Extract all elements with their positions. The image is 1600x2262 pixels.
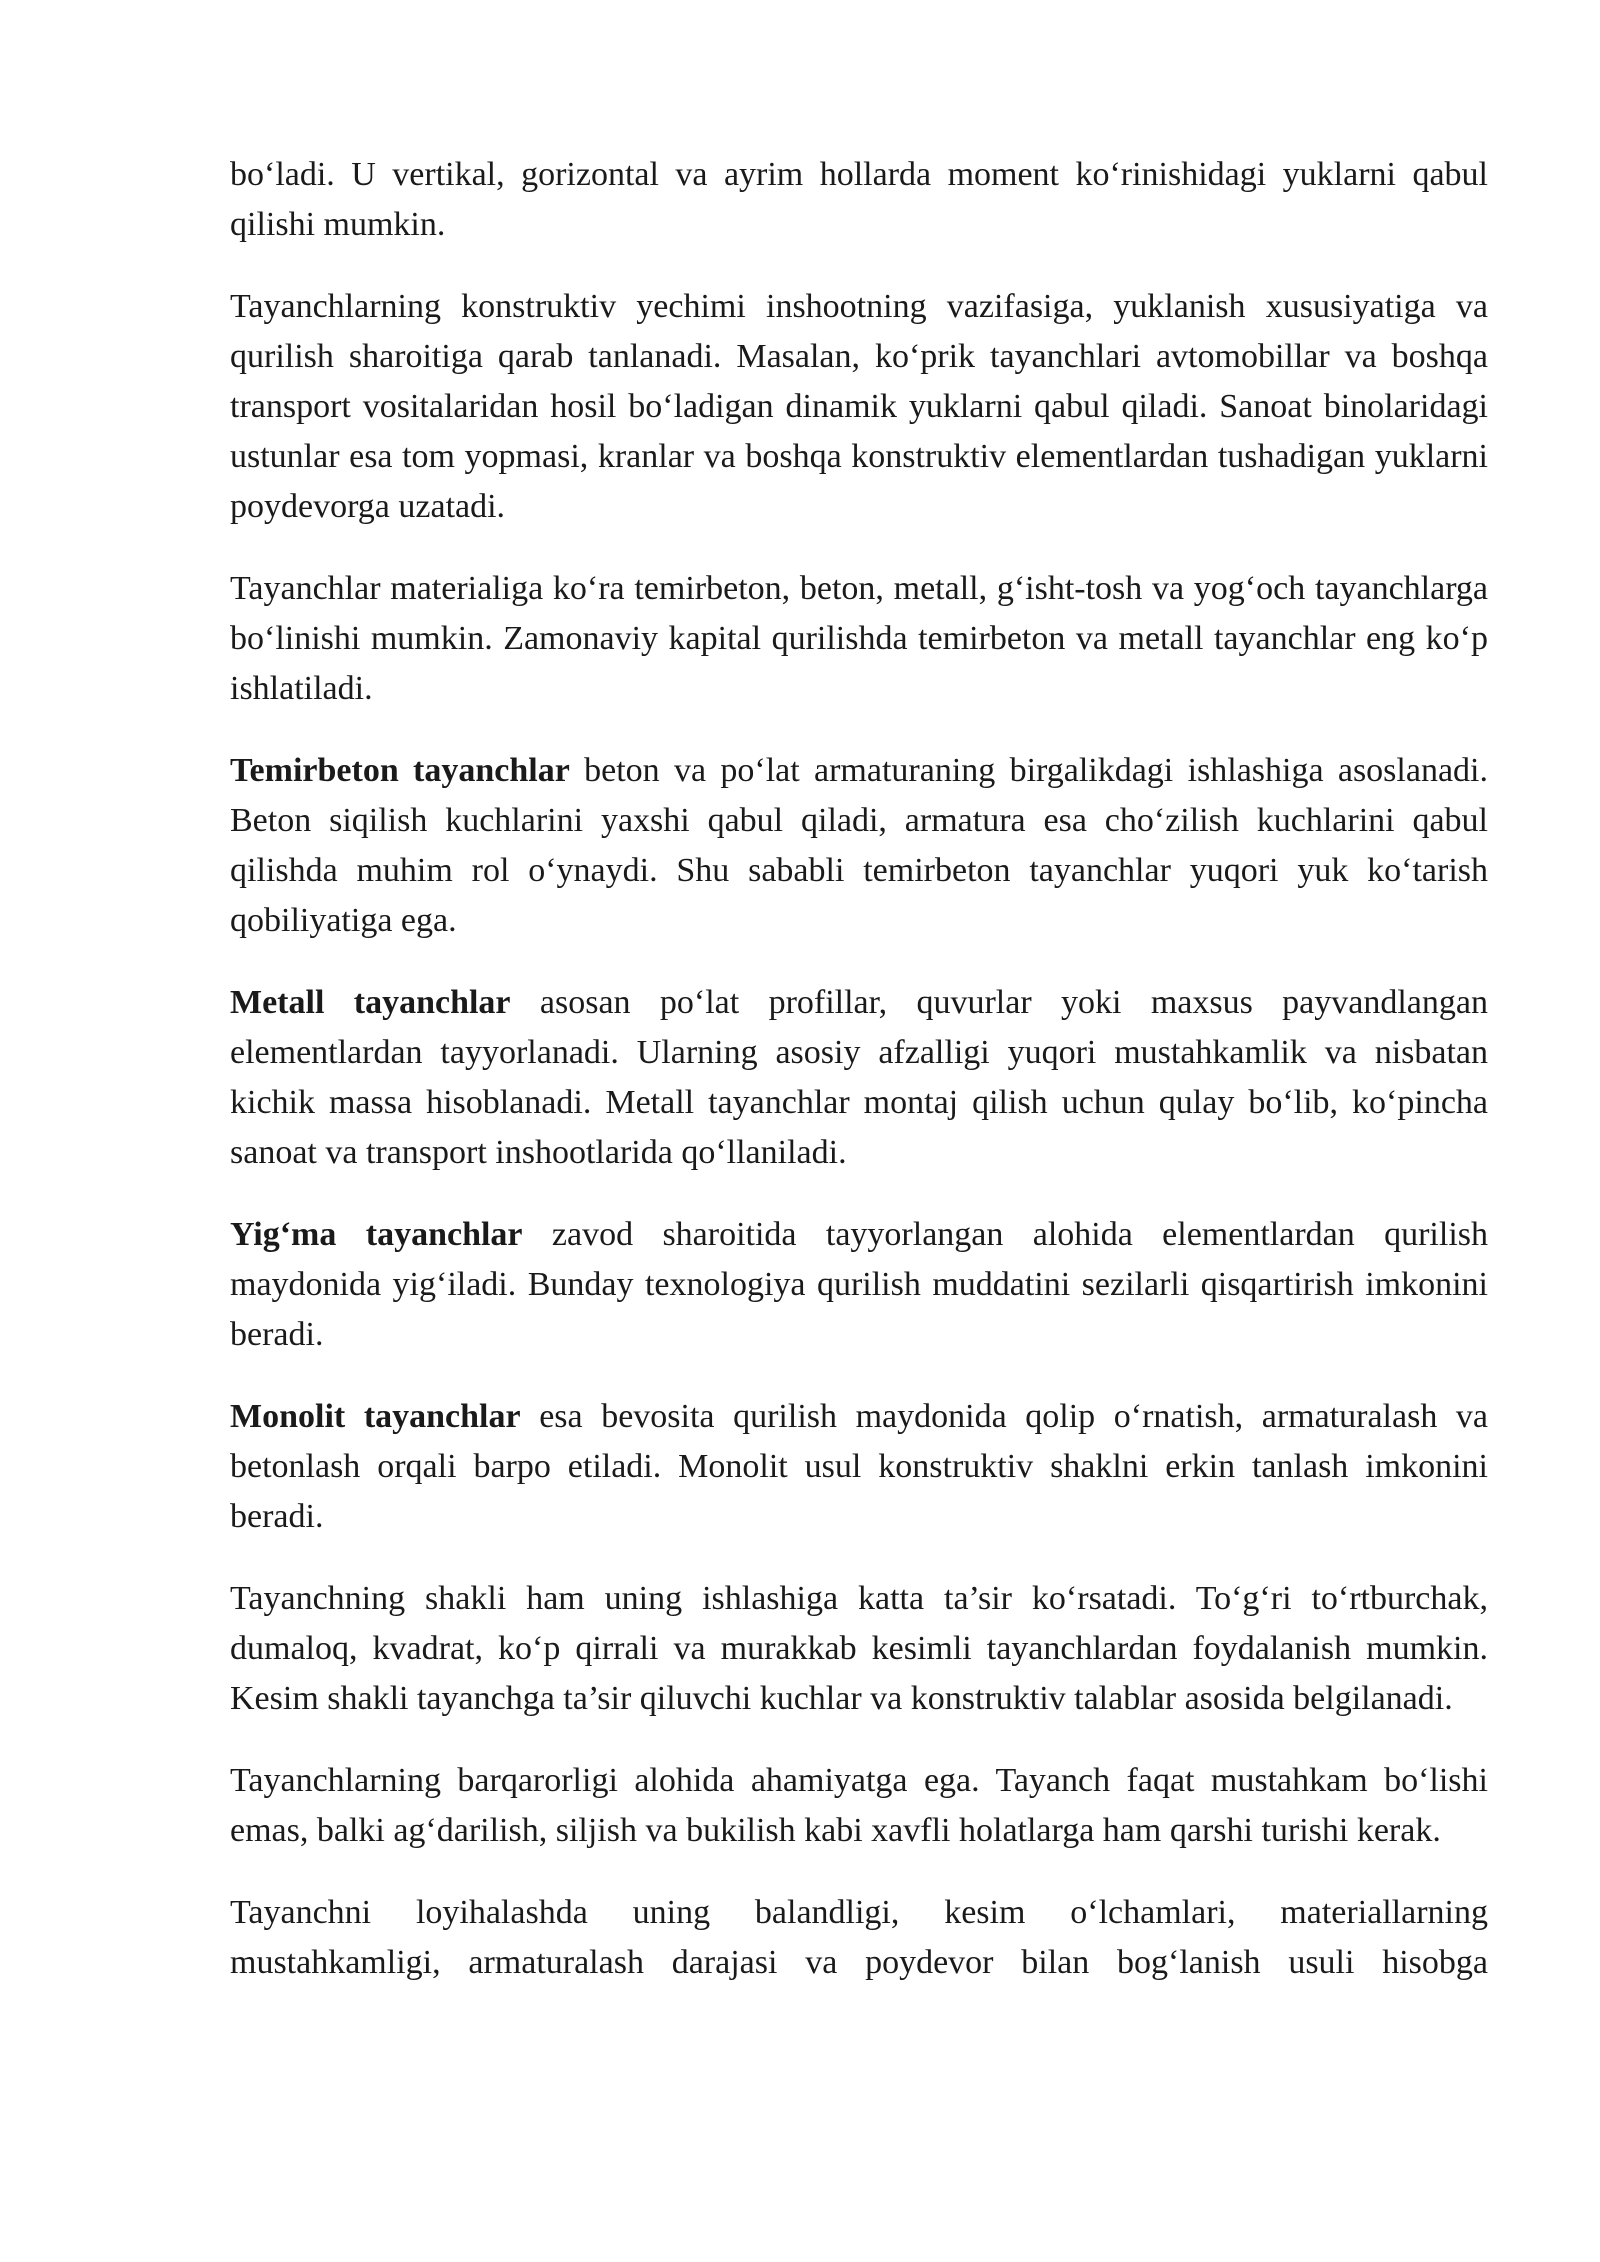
paragraph bbox=[230, 1756, 1488, 1856]
paragraph bbox=[230, 1888, 1488, 1988]
paragraph bbox=[230, 564, 1488, 714]
paragraph-text: Tayanchning shakli ham uning ishlashiga katta ta’sir ko‘rsatadi. To‘g‘ri to‘rtburchak, dumaloq, kvadrat, ko‘p qirrali va murakkab kesimli tayanchlardan foydalanish mumkin. Kesim shakli tayanchga ta’sir qiluvchi kuchlar va konstruktiv talablar asosida belgilanadi. bbox=[230, 1580, 1488, 1717]
paragraph-text: bo‘ladi. U vertikal, gorizontal va ayrim hollarda moment ko‘rinishidagi yuklarni qabul qilishi mumkin. bbox=[230, 156, 1488, 243]
paragraph-lead-term: Metall tayanchlar bbox=[230, 984, 511, 1021]
paragraph bbox=[230, 1210, 1488, 1360]
paragraph bbox=[230, 746, 1488, 946]
paragraph-text: esa bevosita qurilish maydonida qolip o‘rnatish, armaturalash va betonlash orqali barpo etiladi. Monolit usul konstruktiv shaklni erkin tanlash imkonini beradi. bbox=[230, 1398, 1489, 1535]
paragraph-lead-term: Yig‘ma tayanchlar bbox=[230, 1216, 523, 1253]
paragraph-text: Tayanchlarning barqarorligi alohida ahamiyatga ega. Tayanch faqat mustahkam bo‘lishi emas, balki ag‘darilish, siljish va bukilish kabi xavfli holatlarga ham qarshi turishi kerak. bbox=[230, 1762, 1488, 1849]
paragraph bbox=[230, 978, 1488, 1178]
paragraph-lead-term: Temirbeton tayanchlar bbox=[230, 752, 570, 789]
document-body bbox=[230, 150, 1488, 1988]
paragraph-text: asosan po‘lat profillar, quvurlar yoki maxsus payvandlangan elementlardan tayyorlanadi. Ularning asosiy afzalligi yuqori mustahkamlik va nisbatan kichik massa hisoblanadi. Metall tayanchlar montaj qilish uchun qulay bo‘lib, ko‘pincha sanoat va transport inshootlarida qo‘llaniladi. bbox=[230, 984, 1488, 1171]
paragraph-lead-term: Monolit tayanchlar bbox=[230, 1398, 521, 1435]
paragraph-text: Tayanchni loyihalashda uning balandligi, kesim o‘lchamlari, materiallarning mustahkamligi, armaturalash darajasi va poydevor bilan bog‘lanish usuli hisobga bbox=[230, 1894, 1488, 1981]
paragraph bbox=[230, 1392, 1488, 1542]
paragraph-text: Tayanchlar materialiga ko‘ra temirbeton, beton, metall, g‘isht-tosh va yog‘och tayanchlarga bo‘linishi mumkin. Zamonaviy kapital qurilishda temirbeton va metall tayanchlar eng ko‘p ishlatiladi. bbox=[230, 570, 1488, 707]
paragraph-text: beton va po‘lat armaturaning birgalikdagi ishlashiga asoslanadi. Beton siqilish kuchlarini yaxshi qabul qiladi, armatura esa cho‘zilish kuchlarini qabul qilishda muhim rol o‘ynaydi. Shu sababli temirbeton tayanchlar yuqori yuk ko‘tarish qobiliyatiga ega. bbox=[230, 752, 1488, 939]
paragraph-text: zavod sharoitida tayyorlangan alohida elementlardan qurilish maydonida yig‘iladi. Bunday texnologiya qurilish muddatini sezilarli qisqartirish imkonini beradi. bbox=[230, 1216, 1488, 1353]
paragraph bbox=[230, 282, 1488, 532]
paragraph-text: Tayanchlarning konstruktiv yechimi inshootning vazifasiga, yuklanish xususiyatiga va qurilish sharoitiga qarab tanlanadi. Masalan, ko‘prik tayanchlari avtomobillar va boshqa transport vositalaridan hosil bo‘ladigan dinamik yuklarni qabul qiladi. Sanoat binolaridagi ustunlar esa tom yopmasi, kranlar va boshqa konstruktiv elementlardan tushadigan yuklarni poydevorga uzatadi. bbox=[230, 288, 1488, 525]
paragraph bbox=[230, 150, 1488, 250]
paragraph bbox=[230, 1574, 1488, 1724]
